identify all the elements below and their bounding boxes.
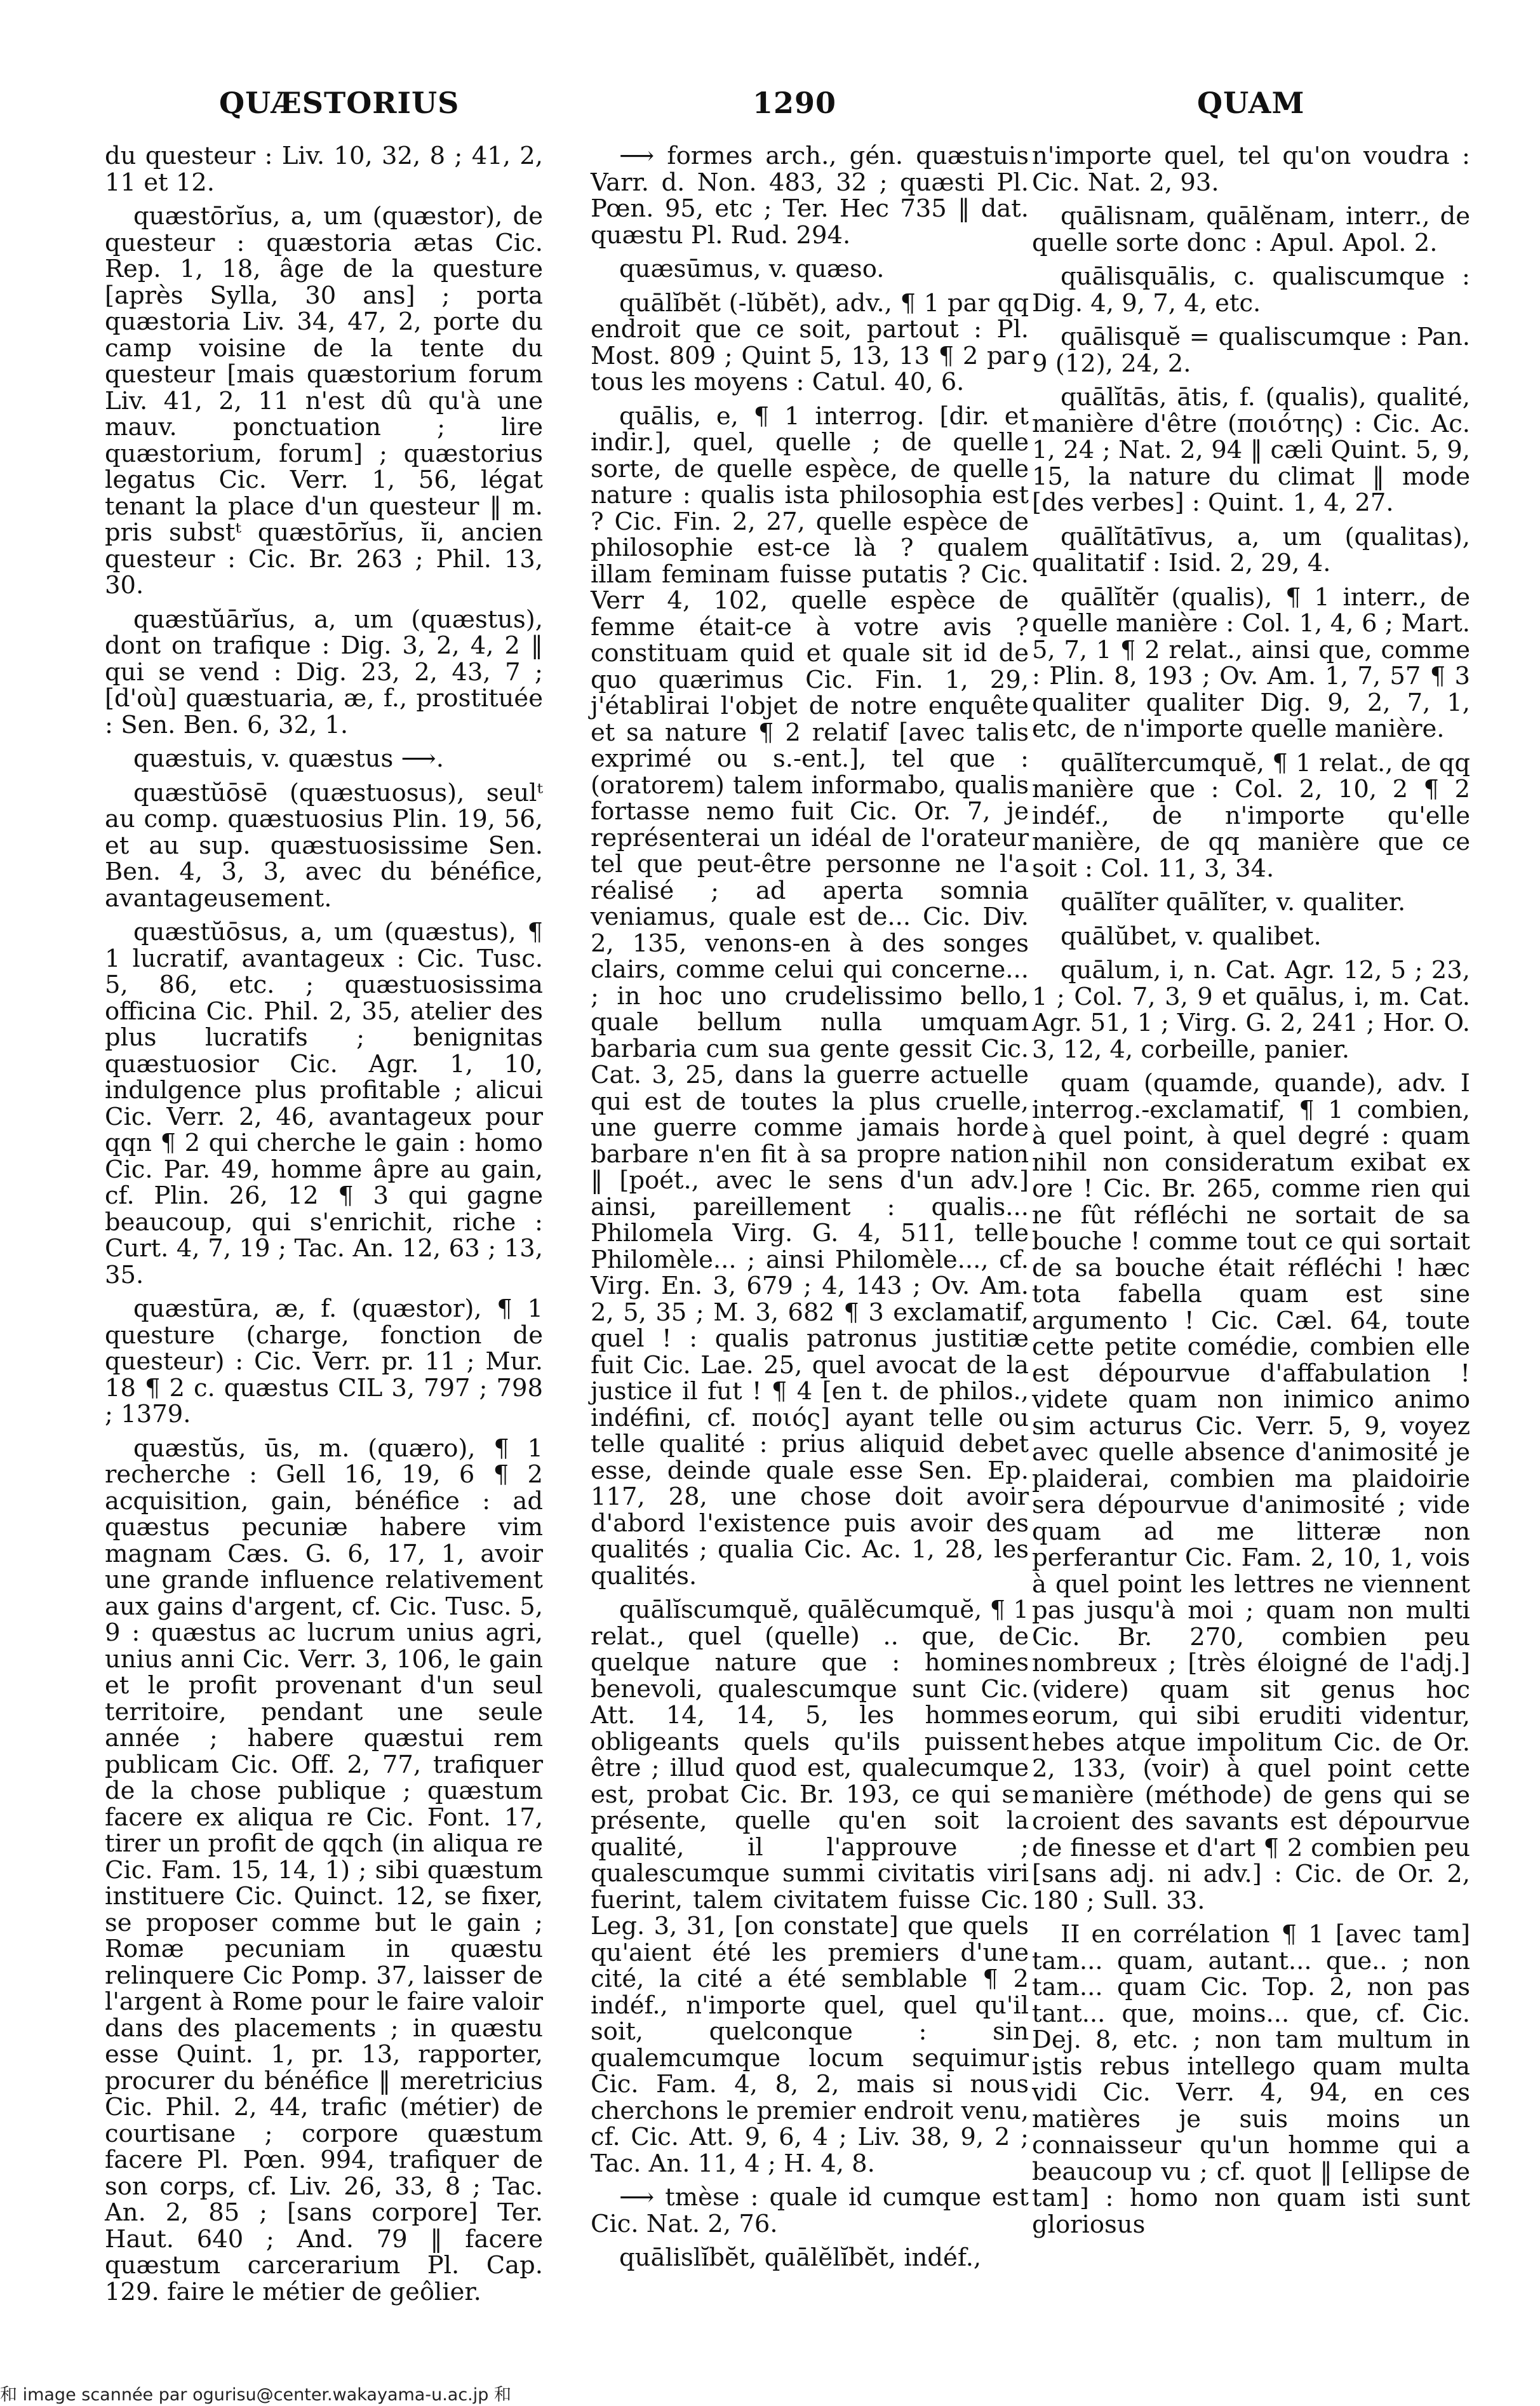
dictionary-entry: quam (quamde, quande), adv. I interrog.-exclamatif, ¶ 1 combien, à quel point, à quel degré : quam nihil non consideratum exibat ex ore ! Cic. Br. 265, comme rien qui ne fût réfléchi ne sortait de sa bouche ! comme tout ce qui sortait de sa bouche était réfléchi ! hæc tota fabella quam est sine argumento ! Cic. Cæl. 64, toute cette petite comédie, combien elle est dépourvue d'affabulation ! videte quam non inimico animo sim acturus Cic. Verr. 5, 9, voyez avec quelle absence d'animosité je plaiderai, combien ma plaidoirie sera dépourvue d'animosité ; vide quam ad me litteræ non perferantur Cic. Fam. 2, 10, 1, vois à quel point les lettres ne viennent pas jusqu'à moi ; quam non multi Cic. Br. 270, combien peu nombreux ; [très éloigné de l'adj.] (videre) quam sit genus hoc eorum, qui sibi eruditi videntur, hebes atque impolitum Cic. de Or. 2, 133, (voir) à quel point cette manière (méthode) de gens qui se croient des savants est dépourvue de finesse et d'art ¶ 2 combien peu [sans adj. ni adv.] : Cic. de Or. 2, 180 ; Sull. 33. (1032, 1069, 1470, 1915)
dictionary-entry: quæstuis, v. quæstus ⟶. (133, 744, 444, 773)
dictionary-entry: quālĭbĕt (-lŭbĕt), adv., ¶ 1 par qq endroit que ce soit, partout : Pl. Most. 809 ; Quint 5, 13, 13 ¶ 2 par tous les moyens : Catul. 40, 6. (591, 288, 1029, 396)
dictionary-entry: II en corrélation ¶ 1 [avec tam] tam... quam, autant... que.. ; non tam... quam Cic. Top. 2, non pas tant... que, moins... que, cf. Cic. Dej. 8, etc. ; non tam multum in istis rebus intellego quam multa vidi Cic. Verr. 4, 94, en ces matières je suis moins un connaisseur qu'un homme qui a beaucoup vu ; cf. quot ‖ [ellipse de tam] : homo non quam isti sunt gloriosus (1032, 1920, 1470, 2239)
column-right (1032, 143, 1470, 2245)
dictionary-entry: quālisquālis, c. qualiscumque : Dig. 4, 9, 7, 4, etc. (1032, 262, 1470, 318)
dictionary-entry: quālĭtātīvus, a, um (qualitas), qualitatif : Isid. 2, 29, 4. (1032, 522, 1470, 577)
dictionary-entry: quālĭtĕr (qualis), ¶ 1 interr., de quelle manière : Col. 1, 4, 6 ; Mart. 5, 7, 1 ¶ 2 relat., ainsi que, comme : Plin. 8, 193 ; Ov. Am. 1, 7, 57 ¶ 3 qualiter qualiter Dig. 9, 2, 7, 1, etc, de n'importe quelle manière. (1032, 582, 1470, 743)
dictionary-entry: ⟶ tmèse : quale id cumque est Cic. Nat. 2, 76. (591, 2183, 1029, 2238)
column-middle (591, 143, 1029, 2279)
dictionary-entry: quālum, i, n. Cat. Agr. 12, 5 ; 23, 1 ; Col. 7, 3, 9 et quālus, i, m. Cat. Agr. 51, 1 ; Virg. G. 2, 241 ; Hor. O. 3, 12, 4, corbeille, panier. (1032, 956, 1470, 1064)
dictionary-entry: quālisnam, quālĕnam, interr., de quelle sorte donc : Apul. Apol. 2. (1032, 202, 1470, 257)
dictionary-entry: n'importe quel, tel qu'on voudra : Cic. Nat. 2, 93. (1032, 142, 1470, 197)
dictionary-entry: quālĭter quālĭter, v. qualiter. (1061, 888, 1406, 917)
dictionary-entry: quālislĭbĕt, quālĕlĭbĕt, indéf., (619, 2243, 982, 2272)
scan-credit-footer: 和 image scannée par ogurisu@center.wakayama-u.ac.jp 和 (0, 2385, 511, 2405)
dictionary-entry: quālis, e, ¶ 1 interrog. [dir. et indir.], quel, quelle ; de quelle sorte, de quelle espèce, de quelle nature : qualis ista philosophia est ? Cic. Fin. 2, 27, quelle espèce de philosophie est-ce là ? qualem illam feminam fuisse putatis ? Cic. Verr 4, 102, quelle espèce de femme était-ce à votre avis ? constituam quid et quale sit id de quo quærimus Cic. Fin. 1, 29, j'établirai l'objet de notre enquête et sa nature ¶ 2 relatif [avec talis exprimé ou s.-ent.], tel que : (oratorem) talem informabo, qualis fortasse nemo fuit Cic. Or. 7, je représenterai un idéal de l'orateur tel que peut-être personne ne l'a réalisé ; ad aperta somnia veniamus, quale est de... Cic. Div. 2, 135, venons-en à des songes clairs, comme celui qui concerne... ; in hoc uno crudelissimo bello, quale bellum nulla umquam barbaria cum sua gente gessit Cic. Cat. 3, 25, dans la guerre actuelle qui est de toutes la plus cruelle, une guerre comme jamais horde barbare n'en fit à sa propre nation ‖ [poét., avec le sens d'un adv.] ainsi, pareillement : qualis... Philomela Virg. G. 4, 511, telle Philomèle... ; ainsi Philomèle..., cf. Virg. En. 3, 679 ; 4, 143 ; Ov. Am. 2, 5, 35 ; M. 3, 682 ¶ 3 exclamatif, quel ! : qualis patronus justitiæ fuit Cic. Lae. 25, quel avocat de la justice il fut ! ¶ 4 [en t. de philos., indéfini, cf. ποιός] ayant telle ou telle qualité : prius aliquid debet esse, deinde quale esse Sen. Ep. 117, 28, une chose doit avoir d'abord l'existence puis avoir des qualités ; qualia Cic. Ac. 1, 28, les qualités. (591, 401, 1029, 1590)
column-left (105, 143, 543, 2313)
page-number: 1290 (753, 86, 837, 120)
dictionary-entry: ⟶ formes arch., gén. quæstuis Varr. d. Non. 483, 32 ; quæsti Pl. Pœn. 95, etc ; Ter. Hec 735 ‖ dat. quæstu Pl. Rud. 294. (591, 142, 1029, 250)
dictionary-entry: du questeur : Liv. 10, 32, 8 ; 41, 2, 11 et 12. (105, 142, 543, 197)
running-head-right: QUAM (1197, 86, 1305, 120)
dictionary-entry: quæsūmus, v. quæso. (619, 255, 885, 283)
dictionary-entry: quæstŭōsus, a, um (quæstus), ¶ 1 lucratif, avantageux : Cic. Tusc. 5, 86, etc. ; quæstuosissima officina Cic. Phil. 2, 35, atelier des plus lucratifs ; benignitas quæstuosior Cic. Agr. 1, 10, indulgence plus profitable ; alicui Cic. Verr. 2, 46, avantageux pour qqn ¶ 2 qui cherche le gain : homo Cic. Par. 49, homme âpre au gain, cf. Plin. 26, 12 ¶ 3 qui gagne beaucoup, qui s'enrichit, riche : Curt. 4, 7, 19 ; Tac. An. 12, 63 ; 13, 35. (105, 918, 543, 1289)
dictionary-entry: quālĭtās, ātis, f. (qualis), qualité, manière d'être (ποιότης) : Cic. Ac. 1, 24 ; Nat. 2, 94 ‖ cæli Quint. 5, 9, 15, la nature du climat ‖ mode [des verbes] : Quint. 1, 4, 27. (1032, 383, 1470, 517)
dictionary-entry: quālŭbet, v. qualibet. (1061, 922, 1322, 951)
dictionary-entry: quālĭtercumquĕ, ¶ 1 relat., de qq manière que : Col. 2, 10, 2 ¶ 2 indéf., de n'importe qu'elle manière, de qq manière que ce soit : Col. 11, 3, 34. (1032, 748, 1470, 883)
dictionary-entry: quæstŭōsē (quæstuosus), seulᵗ au comp. quæstuosius Plin. 19, 56, et au sup. quæstuosissime Sen. Ben. 4, 3, 3, avec du bénéfice, avantageusement. (105, 778, 543, 913)
dictionary-entry: quālisquĕ = qualiscumque : Pan. 9 (12), 24, 2. (1032, 323, 1470, 378)
dictionary-entry: quālĭscumquĕ, quālĕcumquĕ, ¶ 1 relat., quel (quelle) .. que, de quelque nature que : homines benevoli, qualescumque sunt Cic. Att. 14, 14, 5, les hommes obligeants quels qu'ils puissent être ; illud quod est, qualecumque est, probat Cic. Br. 193, ce qui se présente, quelle qu'en soit la qualité, il l'approuve ; qualescumque summi civitatis viri fuerint, talem civitatem fuisse Cic. Leg. 3, 31, [on constate] que quels qu'aient été les premiers d'une cité, la cité a été semblable ¶ 2 indéf., n'importe quel, quel qu'il soit, quelconque : sin qualemcumque locum sequimur Cic. Fam. 4, 8, 2, mais si nous cherchons le premier endroit venu, cf. Cic. Att. 9, 6, 4 ; Liv. 38, 9, 2 ; Tac. An. 11, 4 ; H. 4, 8. (591, 1596, 1029, 2178)
dictionary-entry: quæstōrĭus, a, um (quæstor), de questeur : quæstoria ætas Cic. Rep. 1, 18, âge de la questure [après Sylla, 30 ans] ; porta quæstoria Liv. 34, 47, 2, porte du camp voisine de la tente du questeur [mais quæstorium forum Liv. 41, 2, 11 n'est dû qu'à une mauv. ponctuation ; lire quæstorium, forum] ; quæstorius legatus Cic. Verr. 1, 56, légat tenant la place d'un questeur ‖ m. pris substᵗ quæstōrĭus, ĭi, ancien questeur : Cic. Br. 263 ; Phil. 13, 30. (105, 202, 543, 600)
running-head-left: QUÆSTORIUS (219, 86, 460, 120)
dictionary-entry: quæstŭs, ūs, m. (quæro), ¶ 1 recherche : Gell 16, 19, 6 ¶ 2 acquisition, gain, bénéfice : ad quæstus pecuniæ habere vim magnam Cæs. G. 6, 17, 1, avoir une grande influence relativement aux gains d'argent, cf. Cic. Tusc. 5, 9 : quæstus ac lucrum unius agri, unius anni Cic. Verr. 3, 106, le gain et le profit provenant d'un seul territoire, pendant une seule année ; habere quæstui rem publicam Cic. Off. 2, 77, trafiquer de la chose publique ; quæstum facere ex aliqua re Cic. Font. 17, tirer un profit de qqch (in aliqua re Cic. Fam. 15, 14, 1) ; sibi quæstum instituere Cic. Quinct. 12, se fixer, se proposer comme but le gain ; Romæ pecuniam in quæstu relinquere Cic Pomp. 37, laisser de l'argent à Rome pour le faire valoir dans des placements ; in quæstu esse Quint. 1, pr. 13, rapporter, procurer du bénéfice ‖ meretricius Cic. Phil. 2, 44, trafic (métier) de courtisane ; corpore quæstum facere Pl. Pœn. 994, trafiquer de son corps, cf. Liv. 26, 33, 8 ; Tac. An. 2, 85 ; [sans corpore] Ter. Haut. 640 ; And. 79 ‖ facere quæstum carcerarium Pl. Cap. 129. faire le métier de geôlier. (105, 1434, 543, 2306)
dictionary-entry: quæstūra, æ, f. (quæstor), ¶ 1 questure (charge, fonction de questeur) : Cic. Verr. pr. 11 ; Mur. 18 ¶ 2 c. quæstus CIL 3, 797 ; 798 ; 1379. (105, 1294, 543, 1428)
dictionary-entry: quæstŭārĭus, a, um (quæstus), dont on trafique : Dig. 3, 2, 4, 2 ‖ qui se vend : Dig. 23, 2, 43, 7 ; [d'où] quæstuaria, æ, f., prostituée : Sen. Ben. 6, 32, 1. (105, 605, 543, 739)
